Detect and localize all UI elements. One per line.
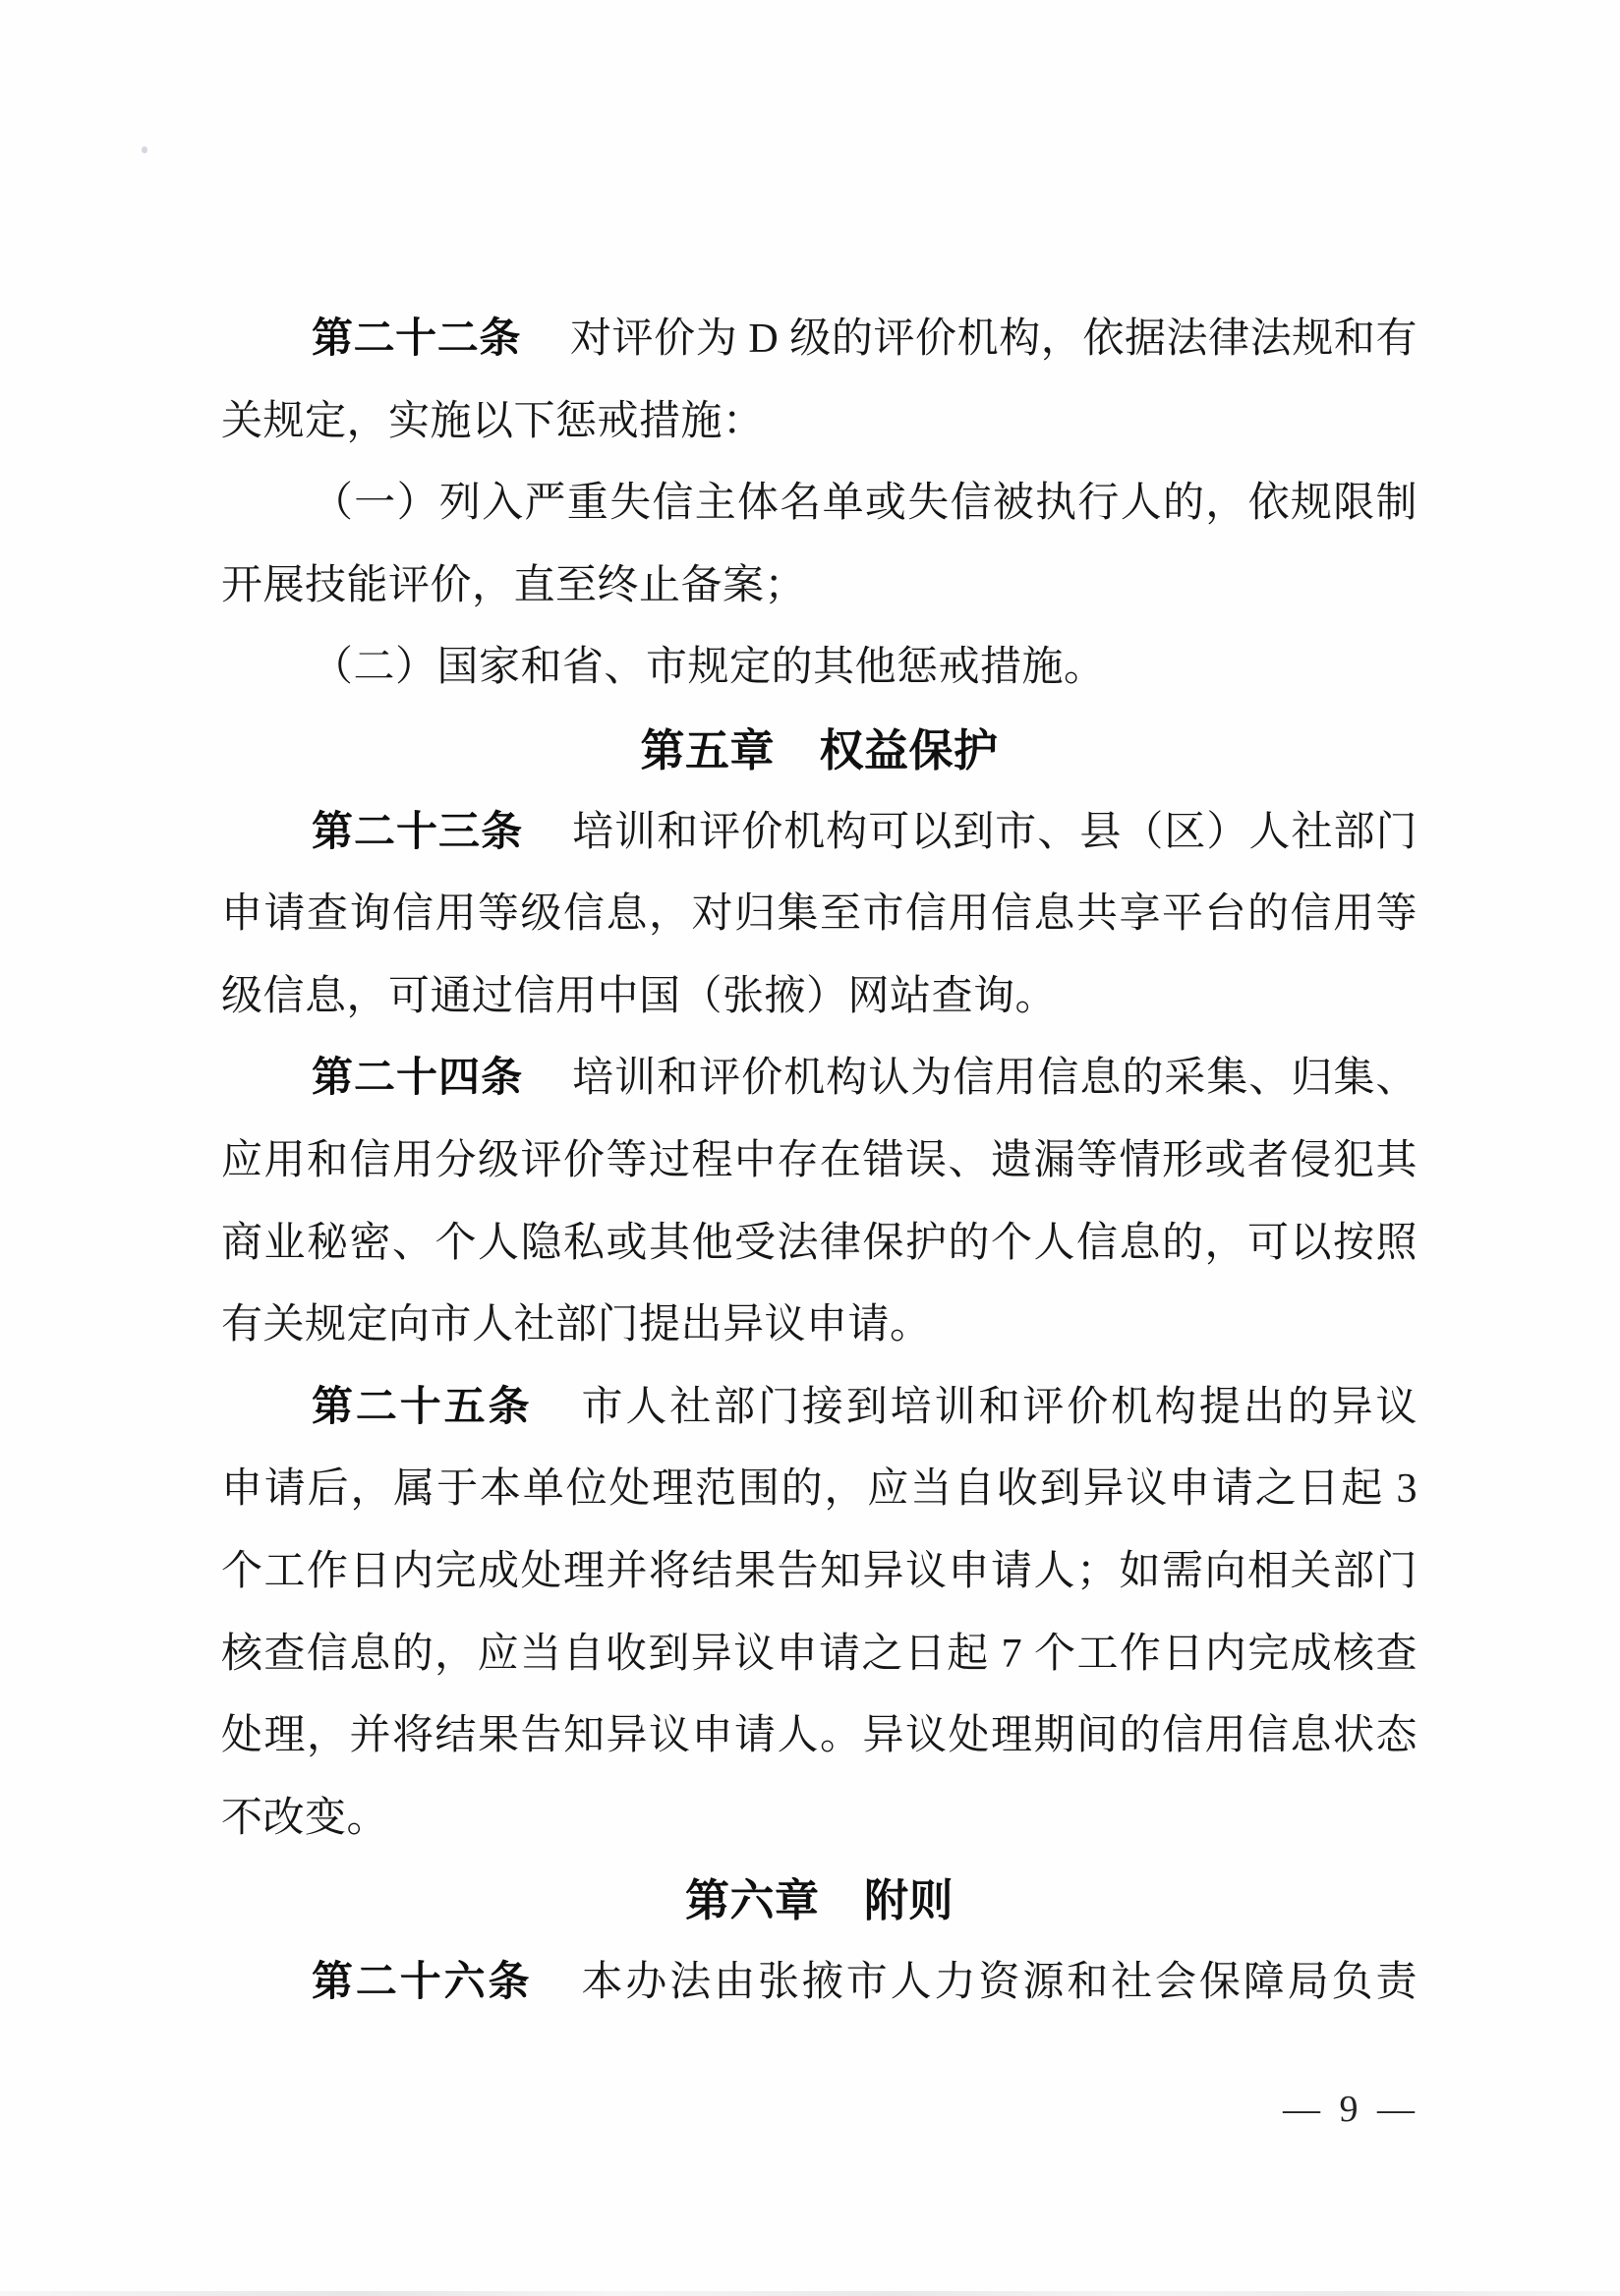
article-22-item-1-line-1: （一）列入严重失信主体名单或失信被执行人的，依规限制 xyxy=(312,481,1418,527)
article-24-line-2: 应用和信用分级评价等过程中存在错误、遗漏等情形或者侵犯其 xyxy=(221,1137,1418,1183)
article-26-line-1 xyxy=(221,1942,1418,2025)
article-26-line-1-text: 本办法由张掖市人力资源和社会保障局负责 xyxy=(581,1959,1418,2005)
article-24-line-1 xyxy=(221,1038,1418,1120)
article-22-line-1-text: 对评价为 D 级的评价机构，依据法律法规和有 xyxy=(569,316,1418,362)
article-25-line-2: 申请后，属于本单位处理范围的，应当自收到异议申请之日起 3 xyxy=(221,1466,1418,1513)
article-24-line-1-article-number: 第二十四条 xyxy=(312,1056,524,1102)
article-25-line-6: 不改变。 xyxy=(221,1795,389,1841)
article-24-line-3: 商业秘密、个人隐私或其他受法律保护的个人信息的，可以按照 xyxy=(221,1220,1418,1266)
scan-speck-artifact xyxy=(142,146,147,153)
article-23-line-3: 级信息，可通过信用中国（张掖）网站查询。 xyxy=(221,973,1058,1019)
page-number: — 9 — xyxy=(1283,2089,1417,2130)
chapter-5-heading: 第五章 权益保护 xyxy=(640,724,999,775)
article-23-line-1 xyxy=(221,792,1418,875)
article-22-line-2: 关规定，实施以下惩戒措施： xyxy=(221,398,765,444)
document-body xyxy=(221,299,1418,2024)
article-25-line-5: 处理，并将结果告知异议申请人。异议处理期间的信用信息状态 xyxy=(221,1713,1418,1759)
article-25-line-1-text: 市人社部门接到培训和评价机构提出的异议 xyxy=(581,1384,1418,1430)
article-22-item-1-line-2: 开展技能评价，直至终止备案； xyxy=(221,562,807,608)
article-22-line-1 xyxy=(221,299,1418,381)
article-25-line-3: 个工作日内完成处理并将结果告知异议申请人；如需向相关部门 xyxy=(221,1548,1418,1594)
scan-edge-artifact xyxy=(0,2291,1620,2296)
article-23-line-2: 申请查询信用等级信息，对归集至市信用信息共享平台的信用等 xyxy=(221,891,1418,938)
article-22-line-1-article-number: 第二十二条 xyxy=(312,316,521,362)
article-25-line-1 xyxy=(221,1367,1418,1450)
article-23-line-1-text: 培训和评价机构可以到市、县（区）人社部门 xyxy=(572,809,1418,855)
article-23-line-1-article-number: 第二十三条 xyxy=(312,809,524,855)
article-25-line-1-article-number: 第二十五条 xyxy=(312,1384,533,1430)
article-24-line-4: 有关规定向市人社部门提出异议申请。 xyxy=(221,1302,932,1349)
article-24-line-1-text: 培训和评价机构认为信用信息的采集、归集、 xyxy=(572,1056,1418,1102)
article-25-line-4: 核查信息的，应当自收到异议申请之日起 7 个工作日内完成核查 xyxy=(221,1631,1418,1677)
chapter-6-heading: 第六章 附则 xyxy=(684,1875,954,1926)
article-26-line-1-article-number: 第二十六条 xyxy=(312,1959,533,2005)
article-22-item-2: （二）国家和省、市规定的其他惩戒措施。 xyxy=(312,645,1106,691)
